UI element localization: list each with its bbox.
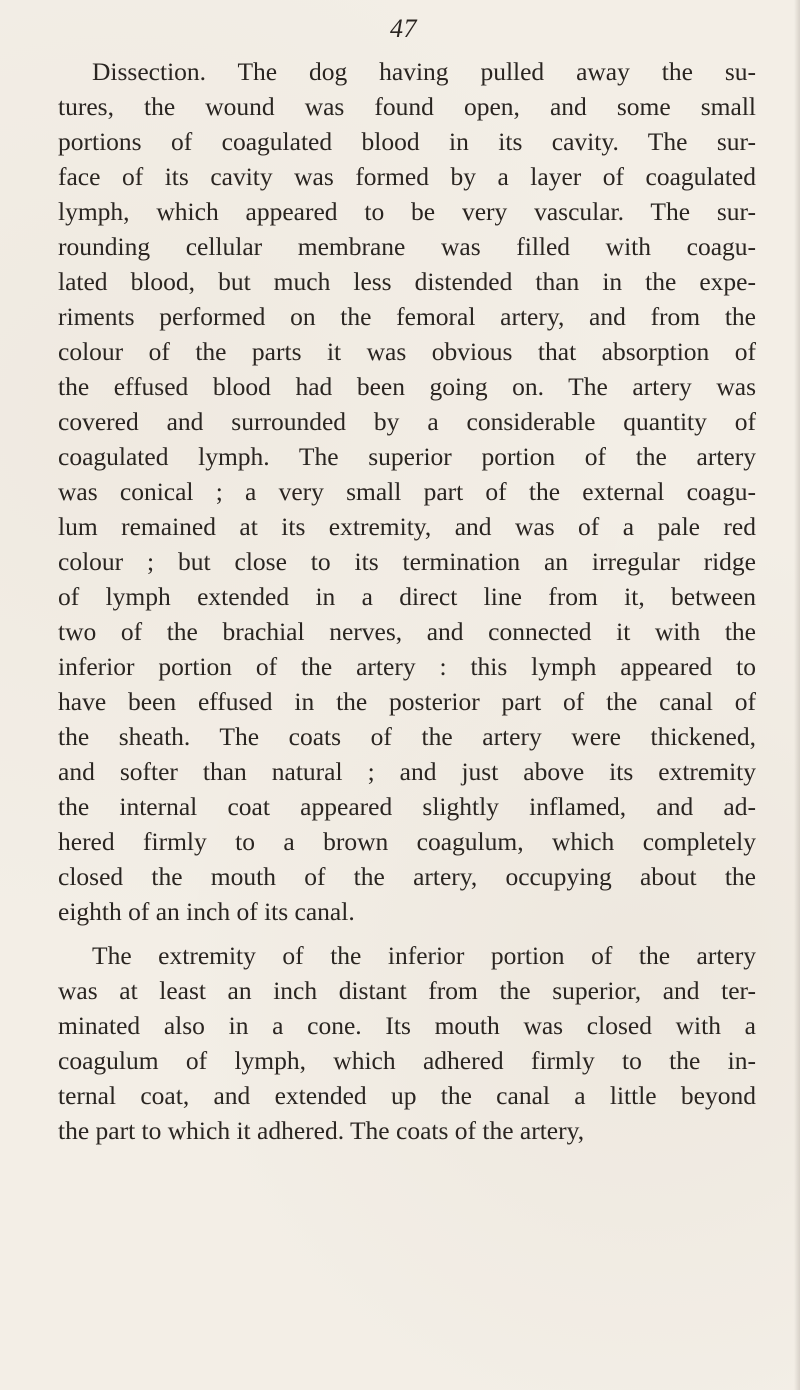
text-line: was conical ; a very small part of the external coagu- xyxy=(58,477,756,506)
text-line: coagulum of lymph, which adhered firmly to the in- xyxy=(58,1046,756,1075)
text-line: eighth of an inch of its canal. xyxy=(58,897,355,926)
text-line: minated also in a cone. Its mouth was closed with a xyxy=(58,1011,756,1040)
text-line: The extremity of the inferior portion of the artery xyxy=(92,941,756,970)
text-line: lated blood, but much less distended than in the expe- xyxy=(58,267,756,296)
text-line: Dissection. The dog having pulled away the su- xyxy=(92,57,756,86)
text-line: coagulated lymph. The superior portion of the artery xyxy=(58,442,756,471)
text-line: colour of the parts it was obvious that absorption of xyxy=(58,337,756,366)
text-line: riments performed on the femoral artery, and from the xyxy=(58,302,756,331)
text-line: have been effused in the posterior part of the canal of xyxy=(58,687,756,716)
text-line: was at least an inch distant from the superior, and ter- xyxy=(58,976,756,1005)
text-line: and softer than natural ; and just above its extremity xyxy=(58,757,756,786)
text-line: the sheath. The coats of the artery were thickened, xyxy=(58,722,756,751)
text-line: closed the mouth of the artery, occupying about the xyxy=(58,862,756,891)
text-line: face of its cavity was formed by a layer of coagulated xyxy=(58,162,756,191)
text-line: colour ; but close to its termination an irregular ridge xyxy=(58,547,756,576)
text-line: lum remained at its extremity, and was of a pale red xyxy=(58,512,756,541)
text-line: portions of coagulated blood in its cavity. The sur- xyxy=(58,127,756,156)
text-line: two of the brachial nerves, and connected it with the xyxy=(58,617,756,646)
text-line: the internal coat appeared slightly inflamed, and ad- xyxy=(58,792,756,821)
text-line: inferior portion of the artery : this lymph appeared to xyxy=(58,652,756,681)
page-edge-shadow xyxy=(794,0,800,1390)
page-number: 47 xyxy=(390,14,417,43)
text-line: hered firmly to a brown coagulum, which completely xyxy=(58,827,756,856)
text-line: rounding cellular membrane was filled with coagu- xyxy=(58,232,756,261)
text-line: of lymph extended in a direct line from it, between xyxy=(58,582,756,611)
text-line: lymph, which appeared to be very vascular. The sur- xyxy=(58,197,756,226)
text-line: the part to which it adhered. The coats of the artery, xyxy=(58,1116,585,1145)
text-line: covered and surrounded by a considerable quantity of xyxy=(58,407,756,436)
text-line: the effused blood had been going on. The artery was xyxy=(58,372,756,401)
text-line: ternal coat, and extended up the canal a little beyond xyxy=(58,1081,756,1110)
text-line: tures, the wound was found open, and some small xyxy=(58,92,756,121)
